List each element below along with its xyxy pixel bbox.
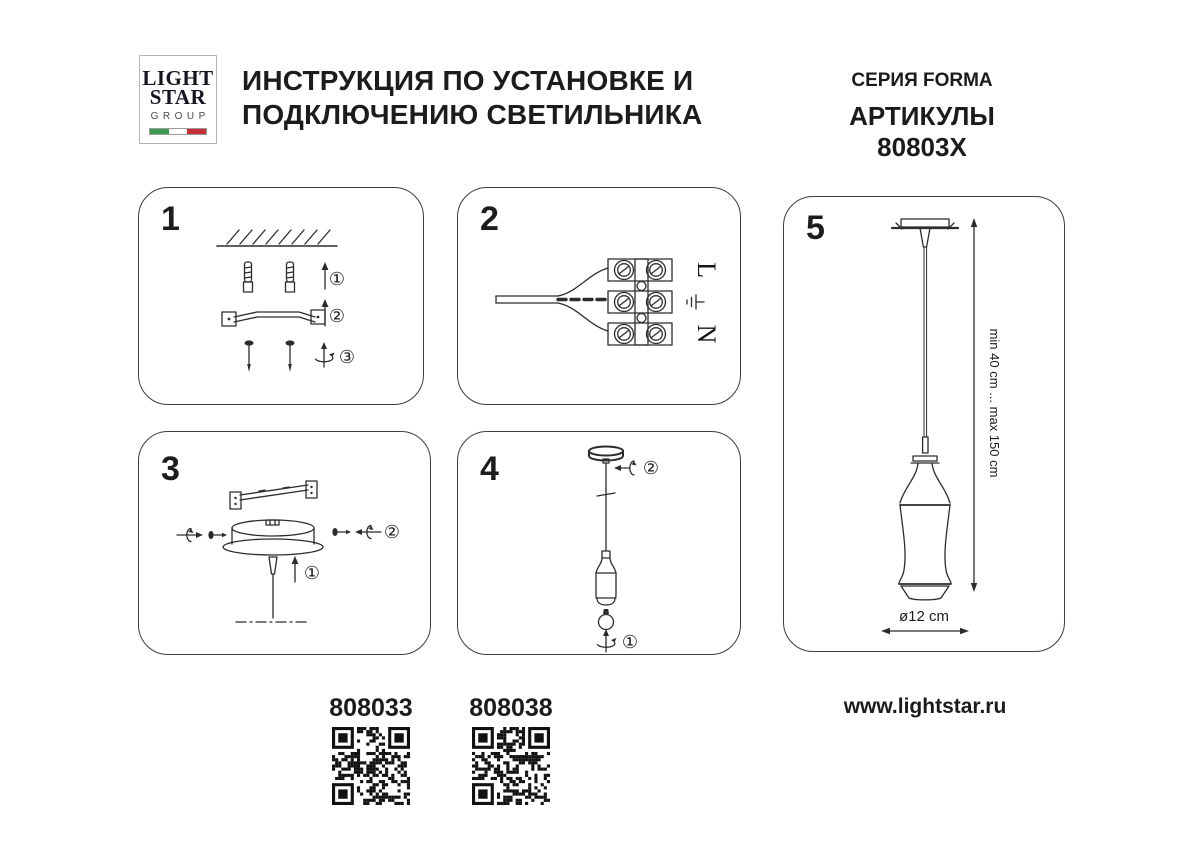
step-1-drawing [139, 188, 425, 406]
annotation-1: ① [328, 269, 346, 290]
qr-code-article-1 [332, 727, 410, 805]
page-title [242, 64, 702, 132]
qr-code-article-2 [472, 727, 550, 805]
arrow-up-icon [292, 556, 299, 582]
screwing-rotation-icon [614, 461, 637, 475]
article-range: АРТИКУЛЫ 80803X [849, 101, 995, 162]
step-3-panel [138, 431, 431, 655]
diameter-dimension-label: ø12 cm [898, 608, 950, 625]
screwing-rotation-icon [177, 529, 203, 542]
step-5-panel [783, 196, 1065, 652]
step-1-panel [138, 187, 424, 405]
flag-green [150, 129, 169, 134]
mains-cable-icon [496, 268, 608, 331]
logo-word-light: LIGHT [142, 66, 214, 90]
step-number: 3 [161, 450, 180, 488]
flag-red [187, 129, 206, 134]
wall-plug-icon [286, 262, 295, 292]
terminal-screw-icon [615, 261, 666, 344]
website-url: www.lightstar.ru [843, 695, 1007, 718]
canopy [589, 447, 623, 464]
mounting-bracket-icon [230, 481, 317, 509]
screwing-rotation-icon [355, 526, 381, 539]
annotation-3: ③ [338, 347, 356, 368]
screw-icon [286, 340, 295, 372]
step-4-panel [457, 431, 741, 655]
step-5-drawing [784, 197, 1066, 653]
screwing-rotation-icon [598, 629, 617, 652]
lamp-shade [596, 551, 616, 605]
suspension-cord [597, 463, 615, 551]
screw-icon [245, 340, 254, 372]
step-number: 1 [161, 200, 180, 238]
title-line-1: ИНСТРУКЦИЯ ПО УСТАНОВКЕ И [242, 65, 694, 96]
step-number: 2 [480, 200, 499, 238]
arrow-up-icon [322, 299, 329, 326]
step-4-drawing [458, 432, 742, 656]
title-line-2: ПОДКЛЮЧЕНИЮ СВЕТИЛЬНИКА [242, 99, 703, 130]
arrow-up-icon [322, 262, 329, 289]
annotation-1: ① [621, 632, 639, 653]
logo-word-star: STAR [149, 85, 207, 109]
ground-icon [687, 295, 704, 309]
suspension-cord [923, 247, 928, 453]
screw-icon [208, 531, 227, 539]
screw-icon [332, 528, 351, 536]
logo-word-group: GROUP [150, 111, 210, 122]
wall-plug-icon [244, 262, 253, 292]
bulb-icon [599, 609, 614, 630]
screwing-rotation-icon [316, 342, 335, 367]
diameter-dimension [881, 608, 969, 634]
step-3-drawing [139, 432, 432, 656]
step-number: 5 [806, 209, 825, 247]
annotation-2: ② [328, 306, 346, 327]
neutral-label: N [692, 324, 721, 344]
step-2-drawing [458, 188, 742, 406]
height-dimension-label: min 40 cm ... max 150 cm [987, 328, 1002, 478]
annotation-2: ② [642, 458, 660, 479]
italian-flag-icon [149, 128, 207, 135]
live-label: L [692, 262, 721, 278]
height-dimension [971, 218, 1002, 592]
lightstar-logo [139, 55, 217, 144]
terminal-block [608, 259, 672, 345]
annotation-2: ② [383, 522, 401, 543]
lamp-shade [899, 456, 951, 600]
series-name: СЕРИЯ FORMA [851, 70, 993, 91]
ceiling-icon [217, 230, 337, 246]
article-number-1: 808033 [329, 694, 413, 722]
series-block [812, 70, 1032, 163]
canopy [892, 219, 958, 247]
mounting-bracket-icon [222, 310, 325, 326]
step-number: 4 [480, 450, 499, 488]
article-number-2: 808038 [469, 694, 553, 722]
step-2-panel [457, 187, 741, 405]
flag-white [169, 129, 188, 134]
annotation-1: ① [303, 563, 321, 584]
